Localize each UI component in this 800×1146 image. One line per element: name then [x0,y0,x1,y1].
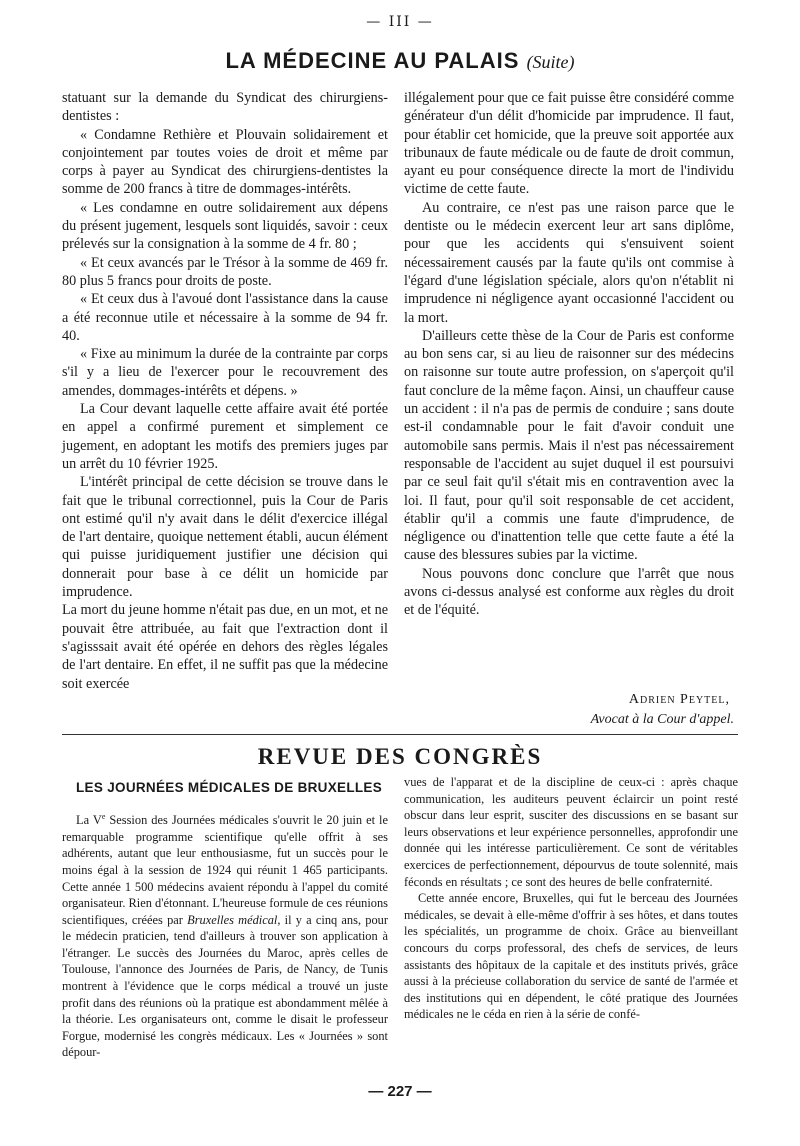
signature-title: Avocat à la Cour d'appel. [590,712,734,727]
paragraph: « Et ceux dus à l'avoué dont l'assistance dans la cause a été reconnue utile et nécessaire à la somme de 94 fr. 40. [62,291,388,344]
paragraph: Cette année encore, Bruxelles, qui fut le berceau des Journées médicales, se devait à elle-même d'offrir à ses hôtes, et dans toutes les spécialités, un programme de choix. Grâce au bienveillant concours du corps professoral, des chefs de services, de leurs assistants des hôpitaux de la capitale et des instituts privés, grâce aussi à la précieuse collaboration du service de santé de l'armée et des institutions qui en dépendent, le côté pratique des Journées médicales ne le céda en rien à la série de confé- [404,891,738,1022]
paragraph: La mort du jeune homme n'était pas due, en un mot, et ne pouvait être attribuée, au fait que l'extraction dont il s'agisssait avait été opérée en dehors des règles légales de l'art dentaire. En effet, il ne suffit pas que la médecine soit exercée [62,602,388,692]
article-column-right [404,89,734,620]
article-subtitle: LES JOURNÉES MÉDICALES DE BRUXELLES [76,780,383,795]
paragraph: « Fixe au minimum la durée de la contrainte par corps s'il y a lieu de l'exercer pour le recouvrement des amendes, dommages-intérêts et dépens. » [62,346,388,399]
paragraph [62,809,388,1061]
paragraph: illégalement pour que ce fait puisse être considéré comme générateur d'un délit d'homicide par imprudence. Il faut, pour établir cet homicide, que la preuve soit apportée aux tribunaux de faute médicale ou de faute de droit commun, ayant eu pour conséquence directe la mort de l'individu victime de cette faute. [404,90,734,198]
text-run: Session des Journées médicales s'ouvrit le 20 juin et le remarquable programme scientifique qu'elle offrit à ses adhérents, autant que leur enthousiasme, fut un succès pour le moins égal à la session de 1924 qui réunit 1 465 participants. Cette année 1 500 médecins avaient répondu à l'appel du comité organisateur. Rien d'étonnant. L'heureuse formule de ces réunions scientifiques, créées par [62,813,388,927]
paragraph: D'ailleurs cette thèse de la Cour de Paris est conforme au bon sens car, si au lieu de raisonner sur des médecins on raisonne sur toute autre profession, on s'aperçoit qu'il faut conclure de la même façon. Ainsi, un chauffeur cause un accident : il n'a pas de permis de conduire ; sans doute est-il condamnable pour le fait d'avoir conduit une automobile sans permis. Mais il n'est pas nécessairement responsable de l'accident au sujet duquel il est poursuivi par ce seul fait qu'il s'était mis en contravention avec la loi. Il faut, pour qu'il soit responsable de cet accident, établir qu'il a commis une faute d'imprudence, de négligence ou d'inattention telle que cette faute a été la cause des blessures subies par la victime. [404,327,734,564]
signature-name: Adrien Peytel, [628,692,730,707]
paragraph: « Condamne Rethière et Plouvain solidairement et conjointement par toutes voies de droit et même par corps à payer au Syndicat des chirurgiens-dentistes la somme de 200 francs à titre de dommages-intérêts. [62,126,388,198]
section-title: REVUE DES CONGRÈS [257,744,543,769]
superscript: e [101,812,106,821]
congres-column-right [404,774,738,1023]
paragraph: Au contraire, ce n'est pas une raison parce que le dentiste ou le médecin exercent leur art sans diplôme, pour que les accidents qui s'ensuivent soient nécessairement causés par la faute qu'ils ont commise à l'égard d'une législation spéciale, alors qu'on n'établit ni imprudence ni négligence ayant occasionné l'accident ou la mort. [404,199,734,326]
paragraph: statuant sur la demande du Syndicat des chirurgiens-dentistes : [62,90,388,125]
paragraph: « Les condamne en outre solidairement aux dépens du présent jugement, lesquels sont liquidés, savoir : ceux prélevés sur la consignation à la somme de 4 fr. 80 ; [62,199,388,253]
journal-name: Bruxelles médical [187,912,278,927]
running-title-suffix: (Suite) [526,52,575,72]
running-title [0,48,800,74]
text-run: La V [76,813,102,828]
running-title-text: LA MÉDECINE AU PALAIS [225,48,520,73]
paragraph: Nous pouvons donc conclure que l'arrêt que nous avons ci-dessus analysé est conforme aux règles du droit et de l'équité. [404,565,734,619]
paragraph: vues de l'apparat et de la discipline de ceux-ci : après chaque communication, les auditeurs peuvent éclaircir un point resté obscur dans leur esprit, susciter des discussions en se basant sur leurs observations et leur expérience personnelles, approfondir une donnée qui les intéresse particulièrement. Ce sont de véritables exercices de perfectionnement, dépourvus de toute solennité, mais féconds en résultats ; ce sont des heures de belle confraternité. [404,775,738,889]
article-column-left [62,89,388,693]
paragraph: « Et ceux avancés par le Trésor à la somme de 469 fr. 80 plus 5 francs pour droits de poste. [62,254,388,289]
congres-column-left [62,809,388,1061]
text-run: , il y a cinq ans, pour le médecin praticien, tend d'ailleurs à trouver son application à l'étranger. Le succès des Journées du Maroc, après celles de Toulouse, l'annonce des Journées de Paris, de Nancy, de Tunis montrent à l'évidence que le corps médical a trouvé un juste profit dans des réunions où la pratique est abondamment mêlée à la théorie. Les organisateurs ont, comme le disait le professeur Forgue, modernisé les congrès médicaux. Les « Journées » sont dépour- [62,912,388,1060]
section-divider [62,734,738,735]
paragraph: La Cour devant laquelle cette affaire avait été portée en appel a confirmé purement et simplement ce jugement, en adoptant les motifs des premiers juges par un arrêt du 10 février 1925. [62,401,388,472]
page-number: — 227 — [368,1083,432,1100]
paragraph: L'intérêt principal de cette décision se trouve dans le fait que le tribunal correctionnel, puis la Cour de Paris ont estimé qu'il n'y avait dans le délit d'exercice illégal de l'art dentaire, quoique nettement établi, aucun élément qui puisse juridiquement justifier une décision qui donnerait pour base à ce délit un homicide par imprudence. [62,474,388,601]
page-folio-top: — III — [366,14,434,30]
